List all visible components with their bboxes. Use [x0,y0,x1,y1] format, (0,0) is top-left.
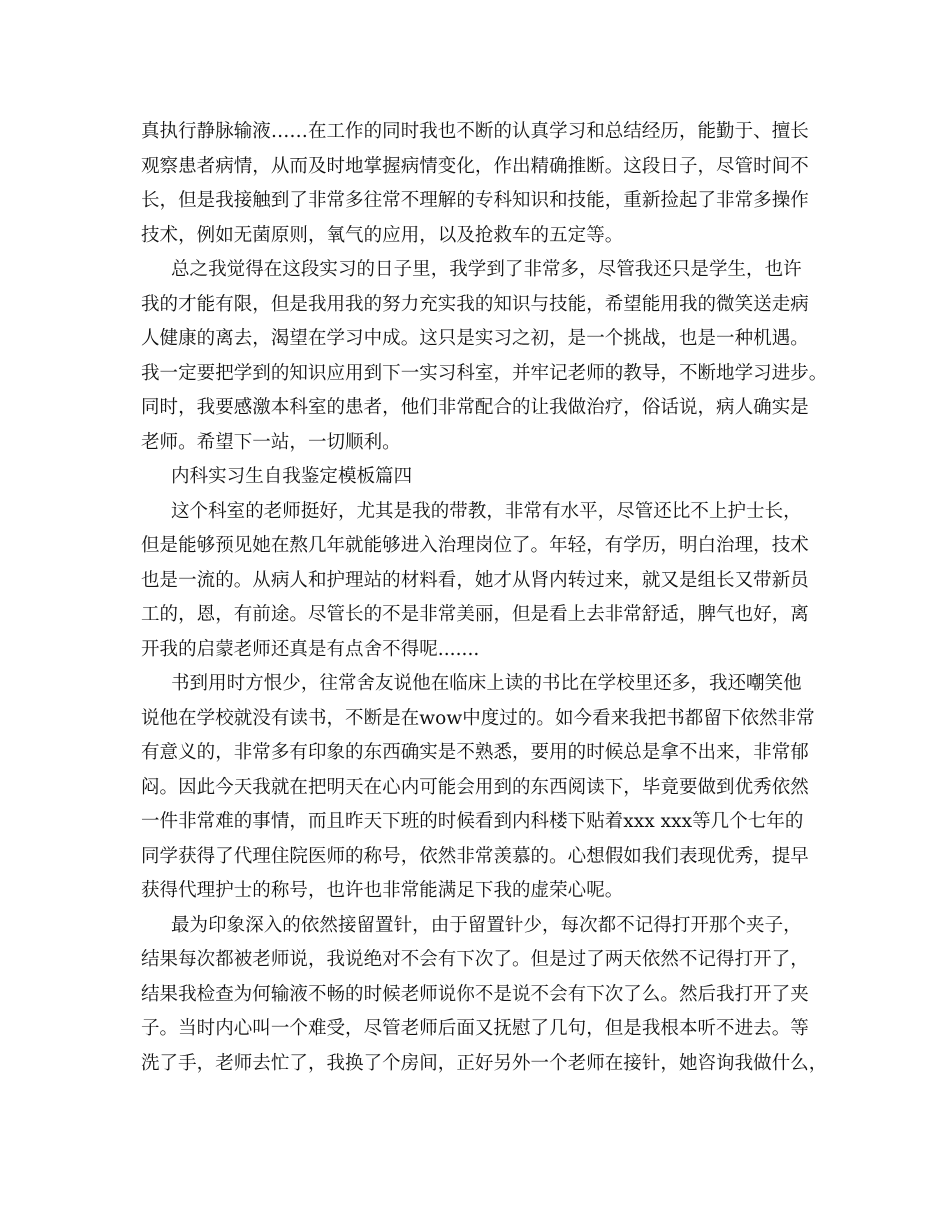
text-line: 闷。因此今天我就在把明天在心内可能会用到的东西阅读下，毕竟要做到优秀依然 [141,776,809,798]
paragraph-first-line: 最为印象深入的依然接留置针，由于留置针少，每次都不记得打开那个夹子， [171,914,802,936]
text-line: 我的才能有限，但是我用我的努力充实我的知识与技能，希望能用我的微笑送走病 [141,293,809,315]
paragraph-first-line: 书到用时方恨少，往常舍友说他在临床上读的书比在学校里还多，我还嘲笑他 [171,673,802,694]
text-line: 同时，我要感激本科室的患者，他们非常配合的让我做治疗，俗话说，病人确实是 [141,397,809,418]
text-line: 长，但是我接触到了非常多往常不理解的专科知识和技能，重新捡起了非常多操作 [141,190,809,211]
text-line: 开我的启蒙老师还真是有点舍不得呢....... [141,638,480,660]
text-line: 观察患者病情，从而及时地掌握病情变化，作出精确推断。这段日子，尽管时间不 [141,155,809,177]
text-line: 洗了手，老师去忙了，我换了个房间，正好另外一个老师在接针，她咨询我做什么， [141,1052,828,1074]
text-line: 同学获得了代理住院医师的称号，依然非常羡慕的。心想假如我们表现优秀，提早 [141,845,809,867]
text-line: 说他在学校就没有读书，不断是在wow中度过的。如今看来我把书都留下依然非常 [141,707,815,729]
text-line: 获得代理护士的称号，也许也非常能满足下我的虚荣心呢。 [141,880,624,901]
text-line: 有意义的，非常多有印象的东西确实是不熟悉，要用的时候总是拿不出来，非常郁 [141,742,809,763]
paragraph-first-line: 这个科室的老师挺好，尤其是我的带教，非常有水平，尽管还比不上护士长， [171,500,802,522]
text-line: 也是一流的。从病人和护理站的材料看，她才从肾内转过来，就又是组长又带新员 [141,569,809,591]
document-body [141,115,831,1081]
section-heading: 内科实习生自我鉴定模板篇四 [171,466,413,487]
text-line: 子。当时内心叫一个难受，尽管老师后面又抚慰了几句，但是我根本听不进去。等 [141,1018,809,1039]
text-line: 人健康的离去，渴望在学习中成。这只是实习之初，是一个挑战，也是一种机遇。 [141,328,809,349]
text-line: 但是能够预见她在熬几年就能够进入治理岗位了。年轻，有学历，明白治理，技术 [141,535,809,556]
text-line: 老师。希望下一站，一切顺利。 [141,431,401,453]
text-line: 结果每次都被老师说，我说绝对不会有下次了。但是过了两天依然不记得打开了， [141,949,809,970]
text-line: 结果我检查为何输液不畅的时候老师说你不是说不会有下次了么。然后我打开了夹 [141,983,809,1005]
text-line: 我一定要把学到的知识应用到下一实习科室，并牢记老师的教导，不断地学习进步。 [141,362,828,384]
text-line: 一件非常难的事情，而且昨天下班的时候看到内科楼下贴着xxx xxx等几个七年的 [141,811,804,832]
paragraph-first-line: 总之我觉得在这段实习的日子里，我学到了非常多，尽管我还只是学生，也许 [171,259,802,280]
text-line: 真执行静脉输液……在工作的同时我也不断的认真学习和总结经历，能勤于、擅长 [141,121,809,142]
text-line: 技术，例如无菌原则，氧气的应用，以及抢救车的五定等。 [141,224,624,246]
text-line: 工的，恩，有前途。尽管长的不是非常美丽，但是看上去非常舒适，脾气也好，离 [141,604,809,625]
